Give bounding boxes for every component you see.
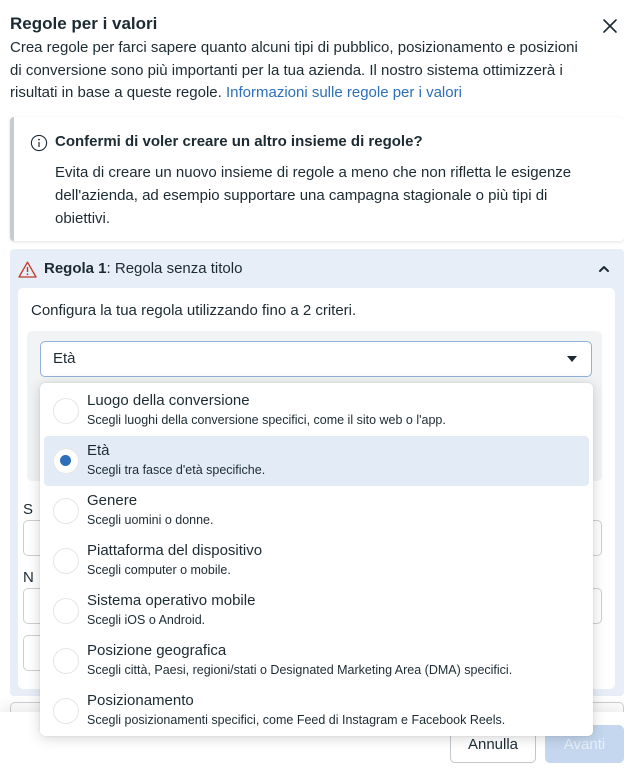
option-label: Genere <box>87 492 138 509</box>
criteria-dropdown-menu <box>40 383 593 736</box>
radio-button-checked[interactable] <box>53 448 79 474</box>
option-label: Piattaforma del dispositivo <box>87 542 263 559</box>
close-button[interactable] <box>600 16 620 36</box>
cancel-button[interactable]: Annulla <box>450 725 536 763</box>
option-posizionamento[interactable] <box>44 686 589 736</box>
hidden-field-label-2: N <box>23 569 34 586</box>
option-description: Scegli città, Paesi, regioni/stati o Designated Marketing Area (DMA) specifici. <box>87 663 513 677</box>
config-instructions: Configura la tua regola utilizzando fino a 2 criteri. <box>31 302 357 319</box>
rule-title-prefix: Regola 1 <box>44 260 107 277</box>
info-icon <box>30 134 48 152</box>
option-description: Scegli posizionamenti specifici, come Feed di Instagram e Facebook Reels. <box>87 713 506 727</box>
option-sistema-operativo[interactable] <box>44 586 589 636</box>
radio-button[interactable] <box>53 698 79 724</box>
chevron-up-icon <box>597 262 611 276</box>
option-description: Scegli computer o mobile. <box>87 563 231 577</box>
option-description: Scegli iOS o Android. <box>87 613 206 627</box>
rule-title <box>44 260 242 277</box>
option-description: Scegli uomini o donne. <box>87 513 214 527</box>
rule-title-suffix: : Regola senza titolo <box>106 260 243 277</box>
option-description: Scegli luoghi della conversione specifici, come il sito web o l'app. <box>87 413 446 427</box>
option-label: Posizionamento <box>87 692 194 709</box>
dialog-description <box>10 37 585 105</box>
option-eta[interactable] <box>44 436 589 486</box>
info-banner <box>10 117 624 241</box>
option-genere[interactable] <box>44 486 589 536</box>
radio-button[interactable] <box>53 648 79 674</box>
option-label: Età <box>87 442 110 459</box>
option-posizione-geografica[interactable] <box>44 636 589 686</box>
info-text: Evita di creare un nuovo insieme di regole a meno che non rifletta le esigenze dell'azienda, ad esempio supportare una campagna stagionale o più tipi di obiettivi. <box>55 164 572 227</box>
option-luogo-conversione[interactable] <box>44 386 589 436</box>
radio-button[interactable] <box>53 398 79 424</box>
close-icon <box>600 16 620 36</box>
dialog-title: Regole per i valori <box>10 14 158 33</box>
option-description: Scegli tra fasce d'età specifiche. <box>87 463 266 477</box>
radio-button[interactable] <box>53 498 79 524</box>
hidden-field-label-1: S <box>23 501 34 518</box>
info-title: Confermi di voler creare un altro insieme di regole? <box>55 133 423 150</box>
criteria-select-value: Età <box>53 350 76 367</box>
next-button: Avanti <box>545 725 624 763</box>
option-piattaforma-dispositivo[interactable] <box>44 536 589 586</box>
option-label: Sistema operativo mobile <box>87 592 256 609</box>
radio-button[interactable] <box>53 548 79 574</box>
rule-header-toggle[interactable] <box>10 249 624 289</box>
learn-more-link[interactable]: Informazioni sulle regole per i valori <box>225 84 462 101</box>
description-text: Crea regole per farci sapere quanto alcuni tipi di pubblico, posizionamento e posizioni di conversione sono più importanti per la tua azienda. Il nostro sistema ottimizzerà i risultati in base a queste regole. <box>10 39 578 101</box>
option-label: Posizione geografica <box>87 642 227 659</box>
option-label: Luogo della conversione <box>87 392 250 409</box>
caret-down-icon <box>567 356 577 362</box>
radio-button[interactable] <box>53 598 79 624</box>
criteria-select[interactable] <box>40 341 592 377</box>
warning-icon <box>18 261 37 278</box>
